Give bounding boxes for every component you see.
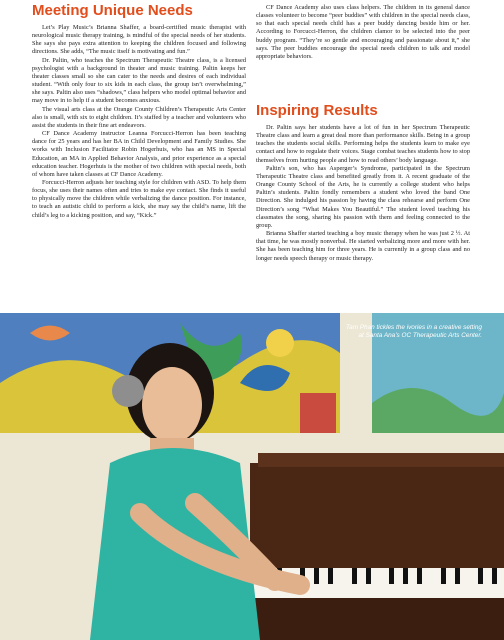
paragraph: CF Dance Academy instructor Leanna Forcucci-Herron has been teaching dance for 25 years and has her BA in Child Development and Family Studies. She works with Inclusion Facilitator Robin Hogerhuis, who has an MS in Special Education, an MA in Applied Behavior Analysis, and prior experience as a special education teacher. Hogerhuis is the mother of two children with special needs, both of whom have taken classes at CF Dance Academy. [32,130,246,178]
paragraph: Let’s Play Music’s Brianna Shaffer, a board-certified music therapist with neurological music therapy training, is mindful of the special needs of her students. She says she pays extra attention to keeping the children focused and following directions. She adds, “The music itself is motivating and fun.” [32,24,246,56]
photo-girl-at-piano [0,313,504,640]
photo-caption: Tam Phan tickles the ivories in a creative setting at Santa Ana’s OC Therapeutic Arts Center. [345,324,482,339]
paragraph: The visual arts class at the Orange County Children’s Therapeutic Arts Center also is small, with six to eight children. It’s staffed by a teacher and volunteers who assist the students in their fine art endeavors. [32,105,246,129]
heading-inspiring-results: Inspiring Results [256,102,378,119]
paragraph: Dr. Paltin says her students have a lot of fun in her Spectrum Therapeutic Theatre class and learn a great deal more than performance skills. Being in a group teaches the students social skills. Performing helps the students learn to make eye contact and how to regulate their voices. Stage combat teaches students how to stop themselves from hurting people and how to read others’ body language. [256,124,470,164]
paragraph: Brianna Shaffer started teaching a boy music therapy when he was just 2 ½. At that time, he was mostly nonverbal. He started verbalizing more and more with her. She has been teaching him for three years. He is currently in a group class and no longer needs speech therapy or music therapy. [256,230,470,262]
paragraph: Forcucci-Herron adjusts her teaching style for children with ASD. To help them focus, she uses their names often and tries to make eye contact. She finds it useful to physically move the children while verbalizing the dance position. For instance, to teach an autistic child to perform a kick, she may say the child’s name, lift the child’s leg to a kicking position, and say, “Kick.” [32,178,246,219]
heading-meeting-unique-needs: Meeting Unique Needs [32,2,193,19]
paragraph: Dr. Paltin, who teaches the Spectrum Therapeutic Theatre class, is a licensed psychologist with a background in theater and music training. Paltin keeps her theater classes small so she can cater to the needs and desires of each individual student. “With only four to six kids in each class, the group isn’t overwhelming,” she says. Paltin also uses “shadows,” class helpers who model optimal behavior and may move in to help if a student becomes anxious. [32,56,246,105]
right-column-text [256,124,470,263]
paragraph: Paltin’s son, who has Asperger’s Syndrome, participated in the Spectrum Therapeutic Theatre class and benefited greatly from it. A recent graduate of the Orange County School of the Arts, he is currently a college student who helps Paltin’s students. Paltin fondly remembers a student who loved the band One Direction. She indulged his passion by having the class rehearse and perform One Direction’s song “What Makes You Beautiful.” The student loved teaching his classmates the song, sharing his passion with them and feeling connected to the group. [256,164,470,229]
right-column-intro [256,4,470,61]
left-column-text [32,24,246,220]
paragraph: CF Dance Academy also uses class helpers. The children in its general dance classes volunteer to become “peer buddies” with children in the special needs class, so that each special needs child has a peer buddy dancing beside him or her. According to Forcucci-Herron, the children clamor to be selected into the peer buddy program. “They’re so gentle and encouraging and passionate about it,” she says. The peer buddies encourage the special needs children to talk and model appropriate behaviors. [256,4,470,60]
